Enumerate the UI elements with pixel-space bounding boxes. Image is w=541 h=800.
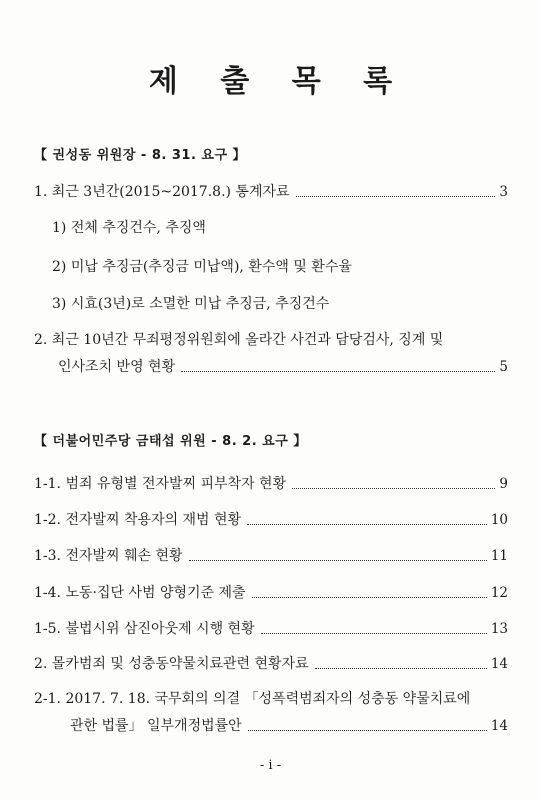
leader-dots: [261, 633, 487, 634]
toc-entry: [34, 474, 508, 494]
toc-entry-line1: 2-1. 2017. 7. 18. 국무회의 의결 「성폭력범죄자의 성충동 약물치료에: [34, 691, 471, 707]
leader-dots: [296, 196, 496, 197]
toc-page-number: 14: [490, 718, 508, 734]
toc-page-number: 5: [499, 359, 508, 375]
toc-entry-text: 1-2. 전자발찌 착용자의 재범 현황: [34, 512, 242, 528]
toc-entry-text: 관한 법률」 일부개정법률안: [70, 718, 242, 734]
page-title: 제 출 목 록: [148, 64, 409, 99]
toc-subitem: 1) 전체 추징건수, 추징액: [52, 220, 206, 236]
toc-entry: [34, 654, 508, 674]
toc-page-number: 3: [499, 184, 508, 200]
leader-dots: [181, 371, 495, 372]
page-footer-number: - i -: [259, 758, 282, 773]
toc-entry-text: 1. 최근 3년간(2015~2017.8.) 통계자료: [34, 184, 290, 200]
toc-page-number: 10: [490, 512, 508, 528]
toc-subitem: 3) 시효(3년)로 소멸한 미납 추징금, 추징건수: [52, 296, 330, 312]
leader-dots: [252, 597, 487, 598]
toc-entry-text: 2. 몰카범죄 및 성충동약물치료관련 현황자료: [34, 656, 309, 672]
toc-entry: [34, 583, 508, 603]
section-header-1: 【 권성동 위원장 - 8. 31. 요구 】: [34, 148, 247, 163]
toc-entry-text: 1-1. 범죄 유형별 전자발찌 피부착자 현황: [34, 476, 287, 492]
toc-page-number: 9: [499, 476, 508, 492]
toc-page-number: 12: [490, 585, 508, 601]
leader-dots: [248, 730, 487, 731]
leader-dots: [247, 524, 487, 525]
toc-entry-line1: 2. 최근 10년간 무죄평정위원회에 올라간 사건과 담당검사, 징계 및: [34, 332, 444, 348]
toc-entry: [34, 510, 508, 530]
toc-entry: [70, 716, 508, 736]
toc-entry: [58, 357, 508, 377]
toc-entry-text: 1-4. 노동·집단 사범 양형기준 제출: [34, 585, 246, 601]
toc-entry-text: 1-3. 전자발찌 훼손 현황: [34, 548, 183, 564]
toc-entry-text: 인사조치 반영 현황: [58, 359, 176, 375]
toc-entry-text: 1-5. 불법시위 삼진아웃제 시행 현황: [34, 621, 255, 637]
toc-entry: [34, 546, 508, 566]
toc-page-number: 11: [490, 548, 508, 564]
leader-dots: [315, 668, 487, 669]
leader-dots: [189, 560, 487, 561]
toc-page-number: 13: [490, 621, 508, 637]
toc-entry: [34, 182, 508, 202]
toc-entry: [34, 619, 508, 639]
toc-page-number: 14: [490, 656, 508, 672]
leader-dots: [292, 488, 495, 489]
toc-subitem: 2) 미납 추징금(추징금 미납액), 환수액 및 환수율: [52, 259, 352, 275]
section-header-2: 【 더불어민주당 금태섭 위원 - 8. 2. 요구 】: [34, 434, 307, 449]
